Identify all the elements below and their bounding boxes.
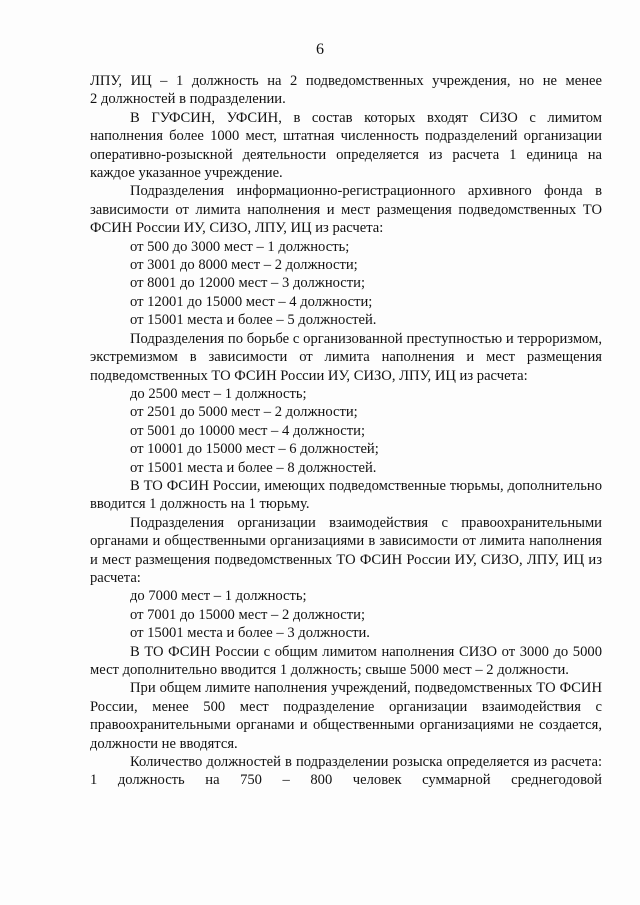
paragraph: Подразделения информационно-регистрационного архивного фонда в зависимости от лимита наполнения и мест размещения подведомственных ТО ФСИН России ИУ, СИЗО, ЛПУ, ИЦ из расчета: xyxy=(90,183,602,237)
paragraph: В ТО ФСИН России с общим лимитом наполнения СИЗО от 3000 до 5000 мест дополнительно вводится 1 должность; свыше 5000 мест – 2 должности. xyxy=(90,643,602,678)
paragraph: ЛПУ, ИЦ – 1 должность на 2 подведомственных учреждения, но не менее xyxy=(90,73,602,89)
list-item: от 10001 до 15000 мест – 6 должностей; xyxy=(130,441,379,458)
page-number: 6 xyxy=(316,41,324,58)
list-item: от 7001 до 15000 мест – 2 должности; xyxy=(130,606,366,623)
document-body xyxy=(90,72,602,790)
list-item: от 15001 места и более – 3 должности. xyxy=(130,625,370,642)
list-item: от 12001 до 15000 мест – 4 должности; xyxy=(130,293,373,310)
paragraph: В ГУФСИН, УФСИН, в состав которых входят СИЗО с лимитом наполнения более 1000 мест, штатная численность подразделений организации оперативно-розыскной деятельности определяется из расчета 1 единица на каждое указанное учреждение. xyxy=(90,109,602,182)
list-item: от 15001 места и более – 8 должностей. xyxy=(130,459,377,476)
list-item: до 2500 мест – 1 должность; xyxy=(130,385,307,402)
paragraph: Подразделения организации взаимодействия с правоохранительными органами и общественными организациями в зависимости от лимита наполнения и мест размещения подведомственных ТО ФСИН России ИУ, СИЗО, ЛПУ, ИЦ из расчета: xyxy=(90,514,602,586)
list-item: от 3001 до 8000 мест – 2 должности; xyxy=(130,257,358,274)
list-item: от 8001 до 12000 мест – 3 должности; xyxy=(130,275,366,292)
paragraph: 2 должностей в подразделении. xyxy=(90,91,286,108)
list-item: до 7000 мест – 1 должность; xyxy=(130,588,307,605)
paragraph: В ТО ФСИН России, имеющих подведомственные тюрьмы, дополнительно вводится 1 должность на 1 тюрьму. xyxy=(90,477,602,513)
list-item: от 2501 до 5000 мест – 2 должности; xyxy=(130,404,358,421)
paragraph: При общем лимите наполнения учреждений, подведомственных ТО ФСИН России, менее 500 мест подразделение организации взаимодействия с правоохранительными органами и общественными организациями не создается, должности не вводятся. xyxy=(90,680,602,752)
list-item: от 500 до 3000 мест – 1 должность; xyxy=(130,238,350,255)
list-item: от 5001 до 10000 мест – 4 должности; xyxy=(130,422,366,439)
paragraph: Количество должностей в подразделении розыска определяется из расчета: 1 должность на 750 – 800 человек суммарной среднегодовой xyxy=(90,754,602,789)
list-item: от 15001 места и более – 5 должностей. xyxy=(130,312,377,329)
paragraph: Подразделения по борьбе с организованной преступностью и терроризмом, экстремизмом в зависимости от лимита наполнения и мест размещения подведомственных ТО ФСИН России ИУ, СИЗО, ЛПУ, ИЦ из расчета: xyxy=(90,330,602,384)
